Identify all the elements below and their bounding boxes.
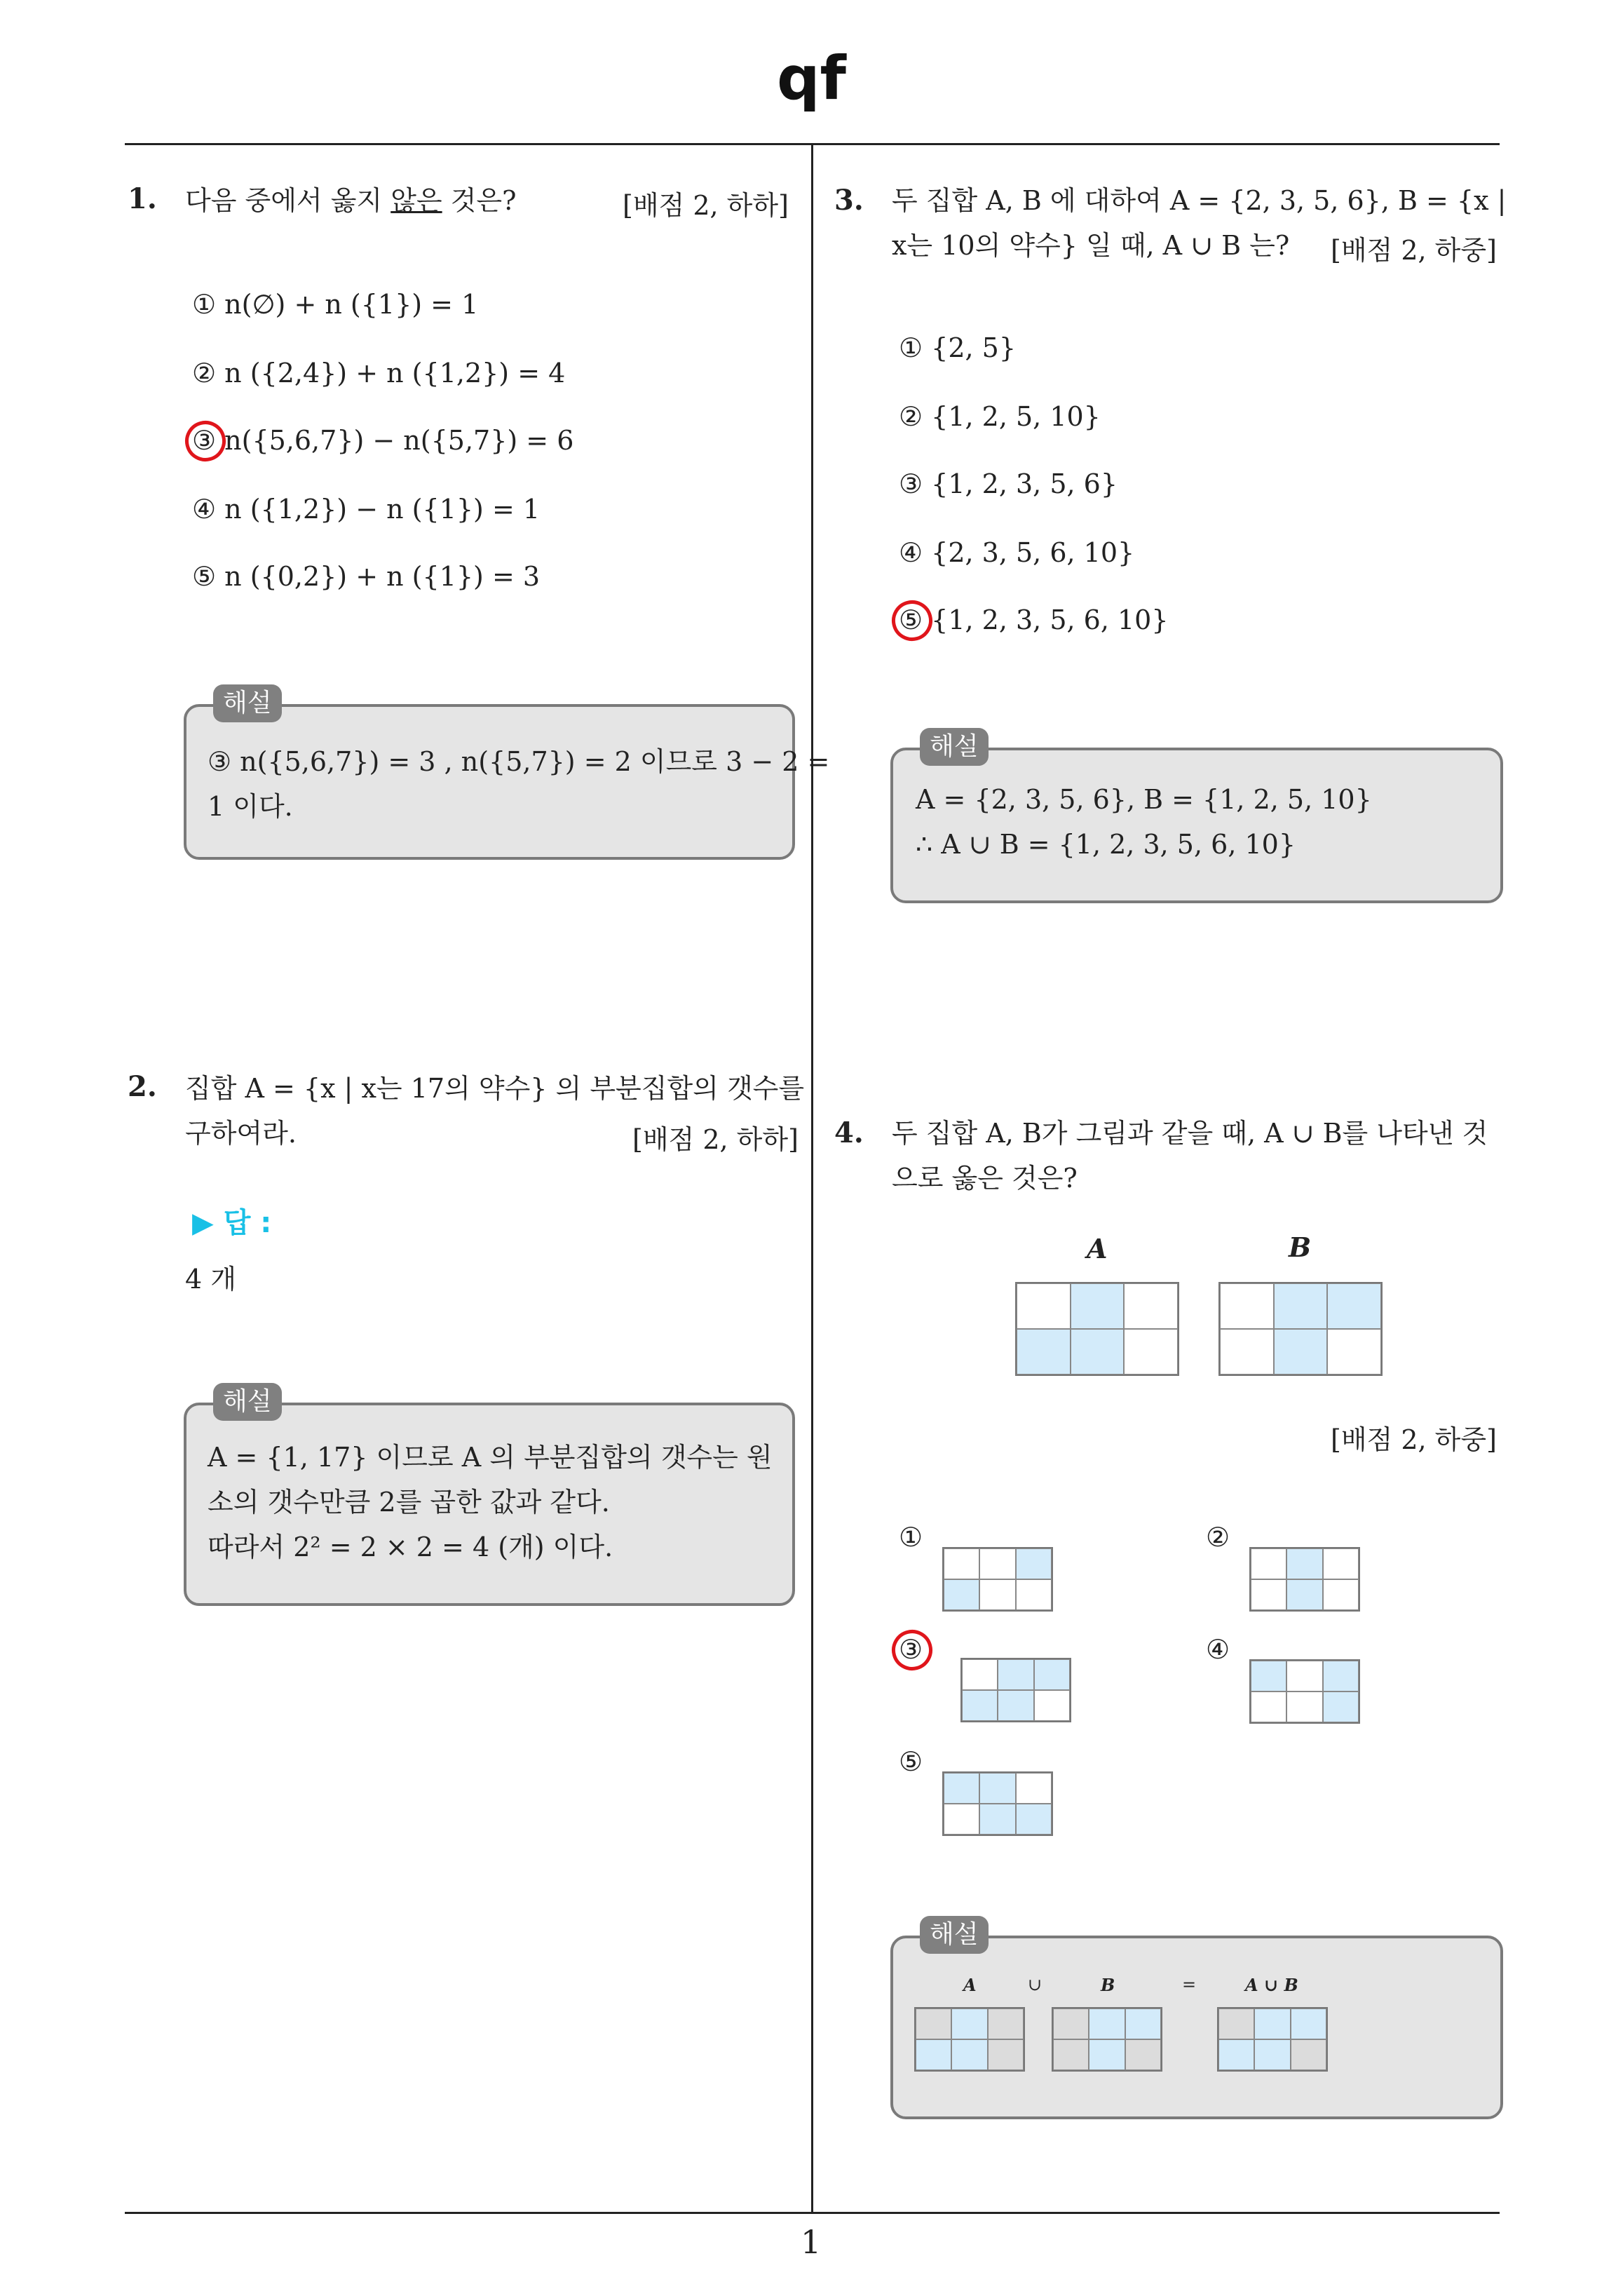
question-2-number: 2. [128, 1070, 157, 1103]
q2-answer-value[interactable]: 4 개 [185, 1264, 236, 1295]
q1-choice-1[interactable]: ① n(∅) + n ({1}) = 1 [192, 289, 479, 320]
set-b-label: B [1289, 1231, 1312, 1263]
footer-rule [125, 2212, 1500, 2214]
question-4-points: [배점 2, 하중] [1331, 1424, 1497, 1455]
q4-sol-grid-a [914, 2007, 1025, 2072]
q4-solution-tag: 해설 [920, 1916, 989, 1954]
q3-choice-1[interactable]: ① {2, 5} [899, 332, 1017, 363]
question-2-points: [배점 2, 하하] [632, 1124, 799, 1155]
question-1-text-after: 것은? [442, 185, 517, 216]
q1-solution-text [208, 739, 829, 829]
q2-solution-line-1: A = {1, 17} 이므로 A 의 부분집합의 갯수는 원 [208, 1442, 773, 1473]
q4-choice-4-grid[interactable] [1249, 1659, 1360, 1724]
q1-choice-3[interactable]: ③ n({5,6,7}) − n({5,7}) = 6 [192, 425, 574, 456]
q3-solution-text [916, 777, 1372, 867]
q1-solution-tag: 해설 [213, 684, 282, 722]
q3-solution-tag: 해설 [920, 728, 989, 766]
q4-sol-grid-union [1217, 2007, 1328, 2072]
q1-answer-mark [180, 416, 230, 466]
question-1-text [185, 178, 517, 223]
q4-choice-5-grid[interactable] [942, 1771, 1053, 1836]
q4-choice-1-mark[interactable]: ① [899, 1522, 923, 1553]
q4-sol-label-equals: = [1182, 1975, 1197, 1994]
q1-solution-line-2: 1 이다. [208, 791, 293, 822]
question-4-text [892, 1111, 1488, 1201]
question-1-number: 1. [128, 182, 157, 215]
q4-sol-label-union-result: A ∪ B [1245, 1975, 1298, 1995]
set-a-grid [1015, 1282, 1179, 1376]
q3-solution-line-2: ∴ A ∪ B = {1, 2, 3, 5, 6, 10} [916, 829, 1296, 860]
question-4-number: 4. [834, 1116, 864, 1149]
q1-choice-5[interactable]: ⑤ n ({0,2}) + n ({1}) = 3 [192, 561, 541, 592]
question-4-line-1: 두 집합 A, B가 그림과 같을 때, A ∪ B를 나타낸 것 [892, 1118, 1488, 1149]
q1-choice-2[interactable]: ② n ({2,4}) + n ({1,2}) = 4 [192, 358, 566, 389]
question-3-number: 3. [834, 184, 864, 217]
q2-solution-text [208, 1435, 773, 1569]
q3-solution-line-1: A = {2, 3, 5, 6}, B = {1, 2, 5, 10} [916, 784, 1372, 815]
q2-solution-tag: 해설 [213, 1383, 282, 1421]
page-number: 1 [801, 2223, 822, 2261]
q3-choice-4[interactable]: ④ {2, 3, 5, 6, 10} [899, 537, 1135, 568]
q4-choice-2-mark[interactable]: ② [1206, 1522, 1230, 1553]
q3-answer-mark [887, 595, 937, 645]
q2-answer-label: ▶ 답 : [192, 1207, 272, 1239]
question-2-line-2: 구하여라. [185, 1118, 297, 1149]
q4-choice-3-mark[interactable]: ③ [899, 1634, 923, 1665]
column-divider [811, 144, 813, 2213]
q4-choice-3-grid[interactable] [960, 1658, 1071, 1722]
q3-choice-3[interactable]: ③ {1, 2, 3, 5, 6} [899, 468, 1118, 499]
page-title: qf [777, 43, 846, 114]
q4-answer-mark [887, 1625, 937, 1675]
q4-sol-label-union: ∪ [1028, 1975, 1043, 1994]
question-3-points: [배점 2, 하중] [1331, 235, 1497, 266]
question-2-line-1: 집합 A = {x | x는 17의 약수} 의 부분집합의 갯수를 [185, 1073, 805, 1104]
q2-solution-line-3: 따라서 2² = 2 × 2 = 4 (개) 이다. [208, 1532, 613, 1562]
set-b-grid [1218, 1282, 1383, 1376]
q4-choice-5-mark[interactable]: ⑤ [899, 1746, 923, 1777]
q4-sol-label-a: A [963, 1975, 977, 1995]
question-1-points: [배점 2, 하하] [623, 190, 789, 221]
q3-choice-5[interactable]: ⑤ {1, 2, 3, 5, 6, 10} [899, 605, 1169, 635]
q3-choice-2[interactable]: ② {1, 2, 5, 10} [899, 401, 1101, 432]
q4-sol-label-b: B [1101, 1975, 1115, 1995]
q2-solution-line-2: 소의 갯수만큼 2를 곱한 값과 같다. [208, 1487, 610, 1518]
q1-choice-4[interactable]: ④ n ({1,2}) − n ({1}) = 1 [192, 494, 541, 525]
q4-choice-1-grid[interactable] [942, 1547, 1053, 1612]
set-a-label: A [1087, 1233, 1108, 1264]
question-4-line-2: 으로 옳은 것은? [892, 1163, 1078, 1194]
q4-choice-4-mark[interactable]: ④ [1206, 1634, 1230, 1665]
q1-solution-line-1: ③ n({5,6,7}) = 3 , n({5,7}) = 2 이므로 3 − 2 = [208, 746, 830, 777]
question-1-text-underlined: 않은 [391, 185, 442, 216]
question-3-line-1: 두 집합 A, B 에 대하여 A = {2, 3, 5, 6}, B = {x | [892, 185, 1507, 216]
question-1-text-before: 다음 중에서 옳지 [185, 185, 391, 216]
question-3-line-2: x는 10의 약수} 일 때, A ∪ B 는? [892, 230, 1290, 261]
q4-choice-2-grid[interactable] [1249, 1547, 1360, 1612]
q4-sol-grid-b [1052, 2007, 1162, 2072]
